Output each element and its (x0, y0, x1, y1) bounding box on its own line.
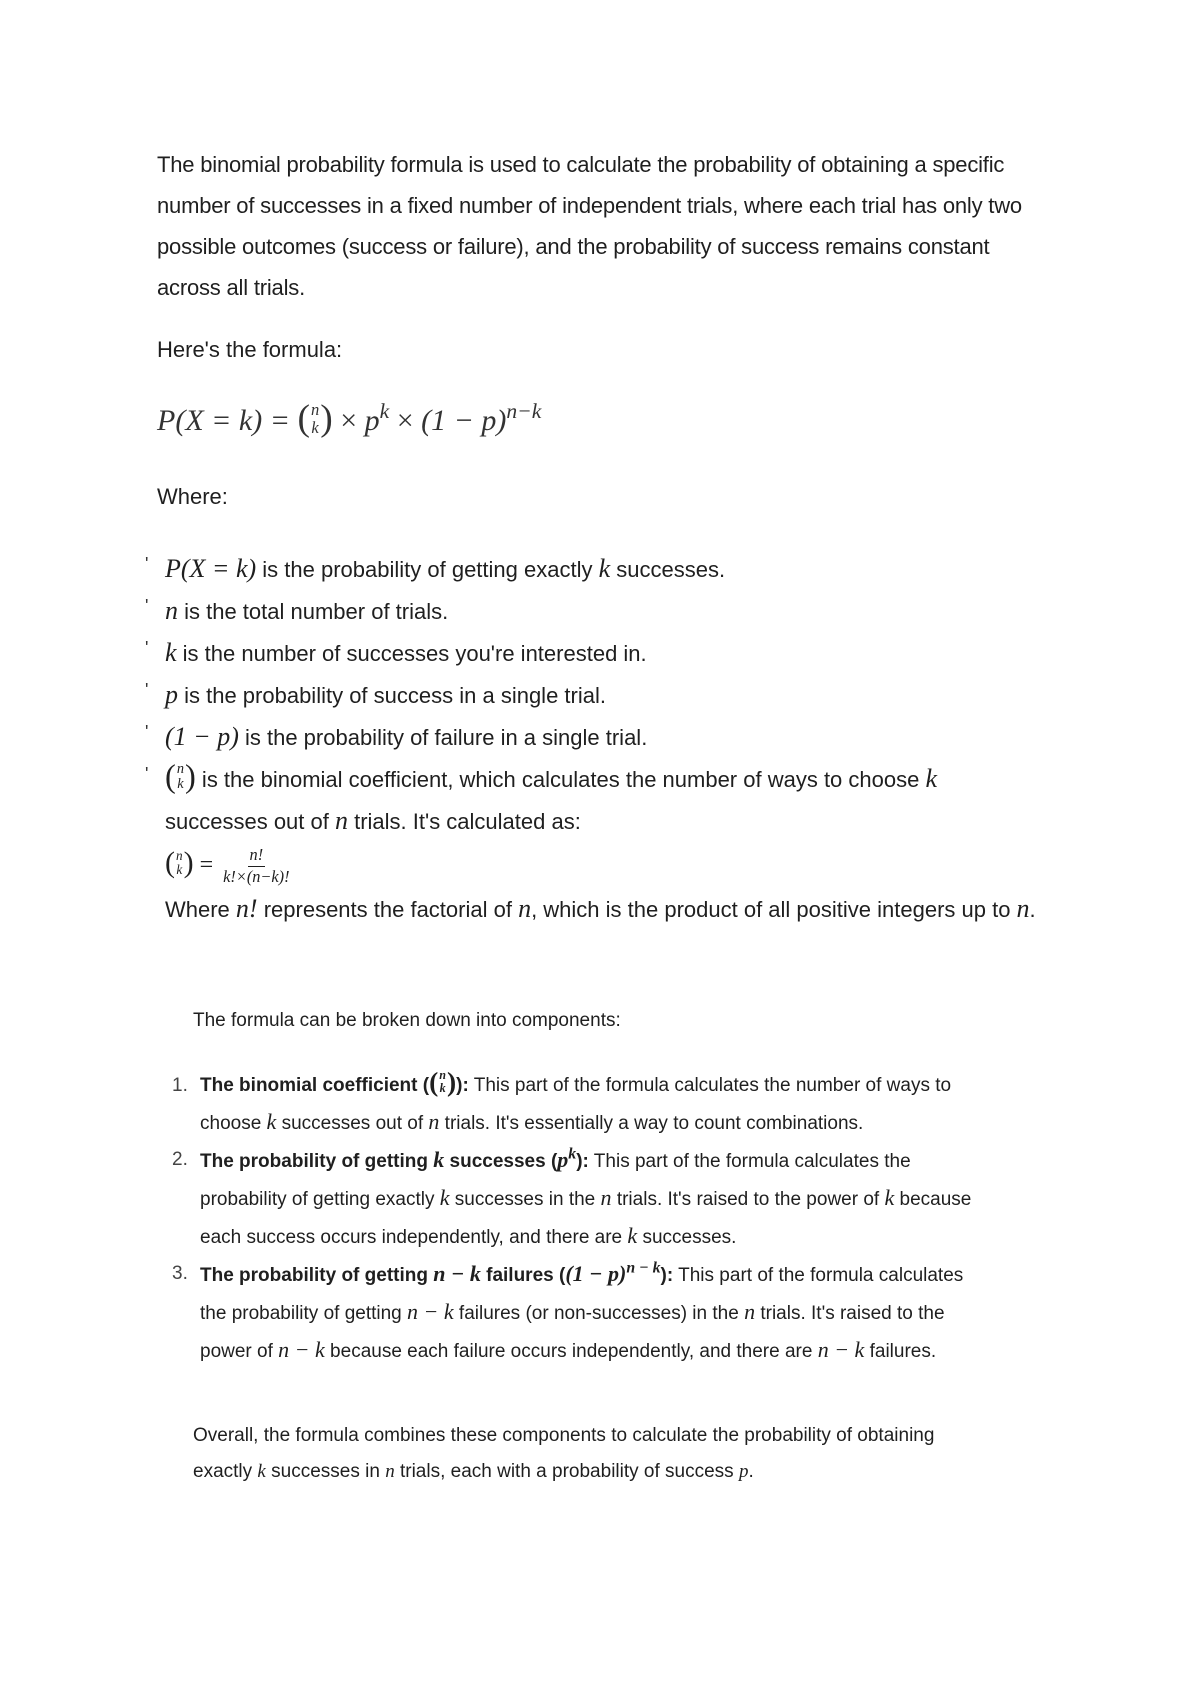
definition-item: ' (1 − p) is the probability of failure in a single trial. (145, 716, 1065, 758)
intro-paragraph: The binomial probability formula is used to calculate the probability of obtaining a specific number of successes in a fixed number of independent trials, where each trial has only two possible outcomes (success or failure), and the probability of success remains constant across all trials. (157, 152, 1022, 300)
definition-item: ' ( n k ) is the binomial coefficient, which calculates the number of ways to choose k successes out of n trials. It's calculated as: ( n k ) = $\frac{n!}{k!\times(n-k)!}$ Where n! represents the factorial of n, which is the product of all positive integers up to n. (145, 758, 1065, 930)
definition-item: ' n is the total number of trials. (145, 590, 1065, 632)
formula-failure-term: $(1 - p)^{n-k}$ (421, 399, 542, 437)
components-list (172, 1068, 992, 1370)
definition-item: ' p is the probability of success in a single trial. (145, 674, 1065, 716)
component-item: 2. The probability of getting k successes $(p^k)$: This part of the formula calculates the probability of getting exactly k successes in the n trials. It's raised to the power of k because each success occurs independently, and there are k successes. (172, 1145, 972, 1248)
main-formula (157, 400, 541, 438)
formula-times: × (396, 404, 414, 437)
component-item: 1. The binomial coefficient ( ( n k ) ): This part of the formula calculates the number of ways to choose k successes out of n trials. It's essentially a way to count combinations. (172, 1066, 952, 1134)
binomial-coefficient-equation: ( n k ) = $\frac{n!}{k!\times(n-k)!}$ (165, 845, 290, 886)
formula-p: $p^k$ (364, 399, 390, 437)
formula-lhs: P(X = k) = (157, 404, 290, 437)
where-label: Where: (157, 484, 228, 509)
formula-binomial: ( n k ) (297, 398, 333, 439)
component-item: 3. The probability of getting n − k failures $((1 - p)^{n - k})$: This part of the formula calculates the probability of getting n − k failures (or non-successes) in the n trials. It's raised to the power of n − k because each failure occurs independently, and there are n − k failures. (172, 1259, 964, 1362)
components-intro: The formula can be broken down into components: (193, 1010, 621, 1031)
definitions-list (145, 548, 1065, 930)
definition-item: ' P(X = k) is the probability of getting exactly k successes. (145, 548, 1065, 590)
formula-times: × (340, 404, 358, 437)
formula-label: Here's the formula: (157, 337, 343, 362)
definition-item: ' k is the number of successes you're interested in. (145, 632, 1065, 674)
overall-paragraph: Overall, the formula combines these components to calculate the probability of obtaining exactly k successes in n trials, each with a probability of success p. (193, 1425, 935, 1482)
